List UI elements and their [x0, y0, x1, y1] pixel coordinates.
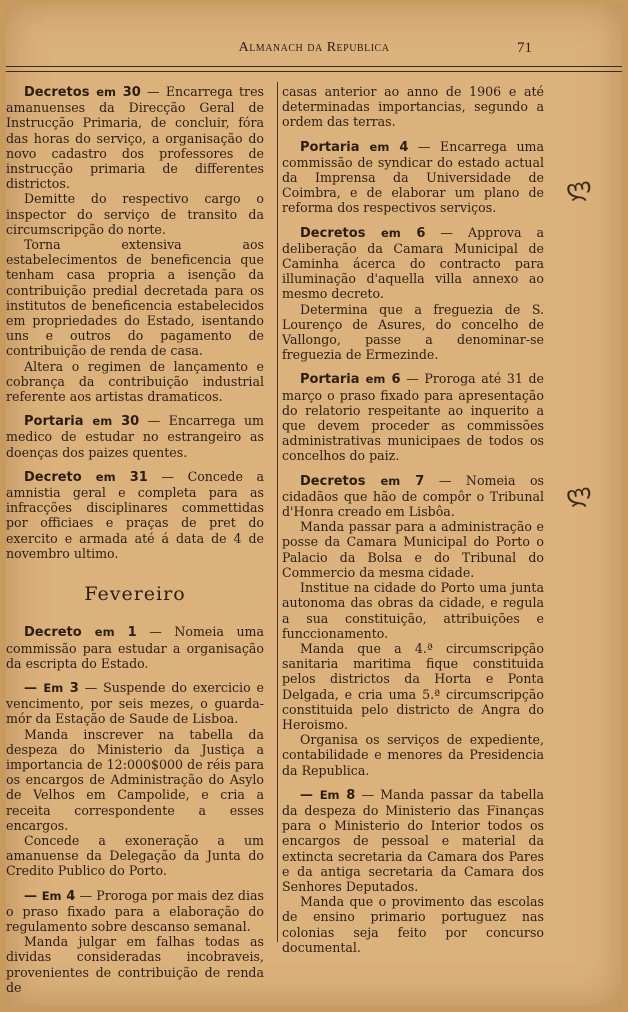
entry-heading	[300, 474, 424, 489]
entry-text: — Proroga por mais dez dias o praso fixado para a elaboração do regulamento sobre descanso semanal.	[6, 887, 264, 934]
entry-date: 31	[129, 469, 148, 485]
entry-text: — Manda passar da tabella da despeza do Ministerio das Finanças para o Ministerio do Interior todos os encargos de pessoal e material da extincta secretaria da Camara dos Pares e da antiga secretaria da Camara dos Senhores Deputados.	[282, 786, 544, 894]
entry-heading-word: Decretos	[300, 473, 366, 489]
entry-text: — Proroga até 31 de março o praso fixado para apresentação do relatorio respeitante ao inquerito a que devem proceder as commissões administrativas municipaes de todos os concelhos do paiz.	[282, 371, 544, 464]
entry-heading-em: em	[365, 372, 386, 387]
entry-heading	[300, 226, 425, 241]
margin-pencil-mark: ლ	[563, 477, 594, 511]
entry-paragraph	[6, 727, 264, 833]
entry-text: Manda que a 4.ª circumscripção sanitaria maritima fique constituida pelos districtos da Horta e Ponta Delgada, e cria uma 5.ª circumscripção constituida pelo districto de Angra do Heroismo.	[282, 640, 544, 732]
decree-entry	[282, 139, 544, 216]
entry-heading-word: Decreto	[24, 469, 82, 485]
running-title: Almanach da Republica	[238, 40, 390, 55]
month-heading: Fevereiro	[84, 583, 186, 606]
entry-heading-word: Portaria	[24, 414, 84, 430]
page-number: 71	[517, 40, 532, 56]
entry-heading	[300, 140, 408, 155]
entry-text: Institue na cidade do Porto uma junta autonoma das obras da cidade, e regula a sua constituição, attribuições e funccionamento.	[282, 580, 544, 641]
right-column	[282, 84, 544, 964]
entry-paragraph	[282, 473, 544, 520]
entry-heading-em: em	[92, 414, 113, 429]
entry-date: 7	[415, 473, 425, 489]
page-header	[6, 40, 622, 60]
entry-text: — Suspende do exercicio e vencimento, por seis mezes, o guarda-mór da Estação de Saude de Lisboa.	[6, 679, 264, 727]
entry-paragraph	[6, 469, 264, 561]
entry-paragraph	[6, 413, 264, 460]
entry-heading	[24, 889, 75, 904]
entry-text: Demitte do respectivo cargo o inspector do serviço de transito da circumscripção do norte.	[6, 191, 264, 237]
entry-text: Manda passar para a administração e posse da Camara Municipal do Porto o Palacio da Bolsa e do Tribunal do Commercio da mesma cidade.	[282, 519, 544, 580]
entry-date: 6	[391, 372, 401, 388]
entry-heading	[24, 414, 139, 429]
right-entries	[282, 139, 544, 955]
header-rule	[6, 66, 622, 72]
february-entries	[6, 624, 264, 995]
entry-text: Concede a exoneração a um amanuense da Delegação da Junta do Credito Publico do Porto.	[6, 832, 264, 879]
decree-entry	[6, 413, 264, 460]
decree-entry	[282, 473, 544, 778]
entry-text: — Encarrega um medico de estudar no estrangeiro as doenças dos paizes quentes.	[6, 413, 264, 460]
entry-heading	[24, 625, 137, 640]
entry-text: — Nomeia uma commissão para estudar a organisação da escripta do Estado.	[6, 624, 265, 671]
entry-heading-em: em	[95, 469, 116, 484]
entry-heading-em: em	[96, 85, 116, 99]
entry-paragraph	[282, 302, 544, 363]
entry-heading	[24, 681, 79, 696]
entry-paragraph	[282, 371, 544, 463]
entry-date: 30	[121, 414, 140, 430]
entry-heading	[300, 788, 355, 803]
decree-entry	[6, 680, 264, 879]
entry-heading	[300, 372, 401, 387]
entry-heading-em: em	[94, 625, 115, 640]
entry-heading-word: Decretos	[300, 225, 366, 241]
entry-text: Altera o regimen de lançamento e cobrança da contribuição industrial referente aos artistas dramaticos.	[6, 358, 264, 405]
entry-heading	[24, 85, 141, 100]
entry-paragraph	[282, 580, 544, 641]
decree-entry	[6, 888, 264, 995]
entry-heading-word: —	[24, 888, 37, 904]
decree-entry	[6, 624, 264, 671]
entry-heading-word: Decreto	[24, 625, 82, 641]
entry-date: 4	[66, 888, 76, 904]
entry-date: 8	[346, 787, 356, 803]
left-column	[6, 84, 264, 1004]
entry-paragraph	[6, 934, 264, 995]
margin-pencil-mark: ლ	[563, 171, 594, 205]
entry-text: Organisa os serviços de expediente, contabilidade e menores da Presidencia da Republica.	[282, 732, 544, 778]
entry-paragraph	[282, 225, 544, 302]
entry-paragraph	[6, 680, 264, 727]
entry-text: — Concede a amnistia geral e completa para as infracções disciplinares commettidas por officiaes e praças de pret do exercito e armada até á data de 4 de novembro ultimo.	[6, 468, 264, 561]
entry-paragraph	[6, 888, 264, 935]
continuation-paragraph: casas anterior ao anno de 1906 e até determinadas importancias, segundo a ordem das terras.	[282, 84, 544, 130]
entry-text: Manda inscrever na tabella da despeza do Ministerio da Justiça a importancia de 12:000$000 de réis para os encargos de Administração do Asylo de Velhos em Campolide, e cria a receita correspondente a esses encargos.	[6, 726, 264, 833]
entry-paragraph	[282, 641, 544, 732]
entry-heading-em: em	[380, 473, 401, 488]
decree-entry	[6, 84, 264, 404]
entry-date: 3	[69, 680, 79, 696]
entry-paragraph	[6, 191, 264, 237]
decree-entry	[6, 469, 264, 561]
entry-paragraph	[6, 237, 264, 359]
entry-heading-em: em	[380, 225, 401, 240]
almanac-page	[6, 4, 622, 1006]
entry-text: Manda que o provimento das escolas de ensino primario portuguez nas colonias seja feito por concurso documental.	[282, 894, 544, 955]
decree-entry	[282, 225, 544, 363]
entry-date: 1	[127, 625, 137, 641]
entry-text: Determina que a freguezia de S. Lourenço de Asures, do concelho de Vallongo, passe a denominar-se freguezia de Ermezinde.	[282, 301, 544, 363]
entry-paragraph	[282, 894, 544, 955]
entry-paragraph	[282, 519, 544, 580]
entry-paragraph	[282, 139, 544, 216]
entry-heading-em: em	[369, 139, 390, 154]
entry-heading-em: Em	[43, 680, 64, 695]
entry-paragraph	[6, 833, 264, 879]
entry-text: Torna extensiva aos estabelecimentos de beneficencia que tenham casa propria a isenção da contribuição predial decretada para os institutos de beneficencia estabelecidos em propriedades do Estado, isentando uns e outros do pagamento de contribuição de renda de casa.	[6, 237, 264, 359]
entry-heading-em: Em	[41, 888, 62, 903]
entry-date: 6	[416, 225, 426, 241]
entry-heading-word: Decretos	[24, 85, 90, 100]
entry-paragraph	[282, 732, 544, 778]
entry-heading-word: —	[300, 787, 313, 803]
entry-paragraph	[6, 359, 264, 405]
entry-paragraph	[6, 624, 264, 671]
entry-text: Manda julgar em falhas todas as dividas consideradas incobraveis, provenientes de contribuição de renda de	[6, 934, 264, 995]
continuation-text	[282, 84, 544, 130]
entry-heading-em: Em	[319, 787, 340, 802]
entry-text: — Encarrega uma commissão de syndicar do estado actual da Imprensa da Universidade de Coimbra, e de elaborar um plano de reforma dos respectivos serviços.	[282, 138, 545, 216]
entry-heading-word: Portaria	[300, 372, 360, 388]
entry-paragraph	[6, 84, 264, 191]
entry-heading	[24, 470, 148, 485]
entry-date: 4	[399, 139, 409, 155]
left-entries	[6, 84, 264, 561]
entry-heading-word: —	[24, 680, 37, 696]
entry-text: — Approva a deliberação da Camara Municipal de Caminha ácerca do contracto para illuminação d'aquella villa annexo ao mesmo decreto.	[282, 224, 544, 302]
entry-paragraph	[282, 787, 544, 894]
entry-heading-word: Portaria	[300, 139, 360, 155]
entry-text: — Nomeia os cidadãos que hão de compôr o Tribunal d'Honra creado em Lisbôa.	[282, 472, 545, 520]
column-divider	[277, 82, 278, 942]
entry-text: — Encarrega tres amanuenses da Direcção Geral de Instrucção Primaria, de concluir, fóra das horas do serviço, a organisação do novo cadastro dos professores de instrucção primaria de differentes districtos.	[6, 84, 264, 192]
decree-entry	[282, 787, 544, 955]
decree-entry	[282, 371, 544, 463]
entry-date: 30	[122, 85, 141, 100]
